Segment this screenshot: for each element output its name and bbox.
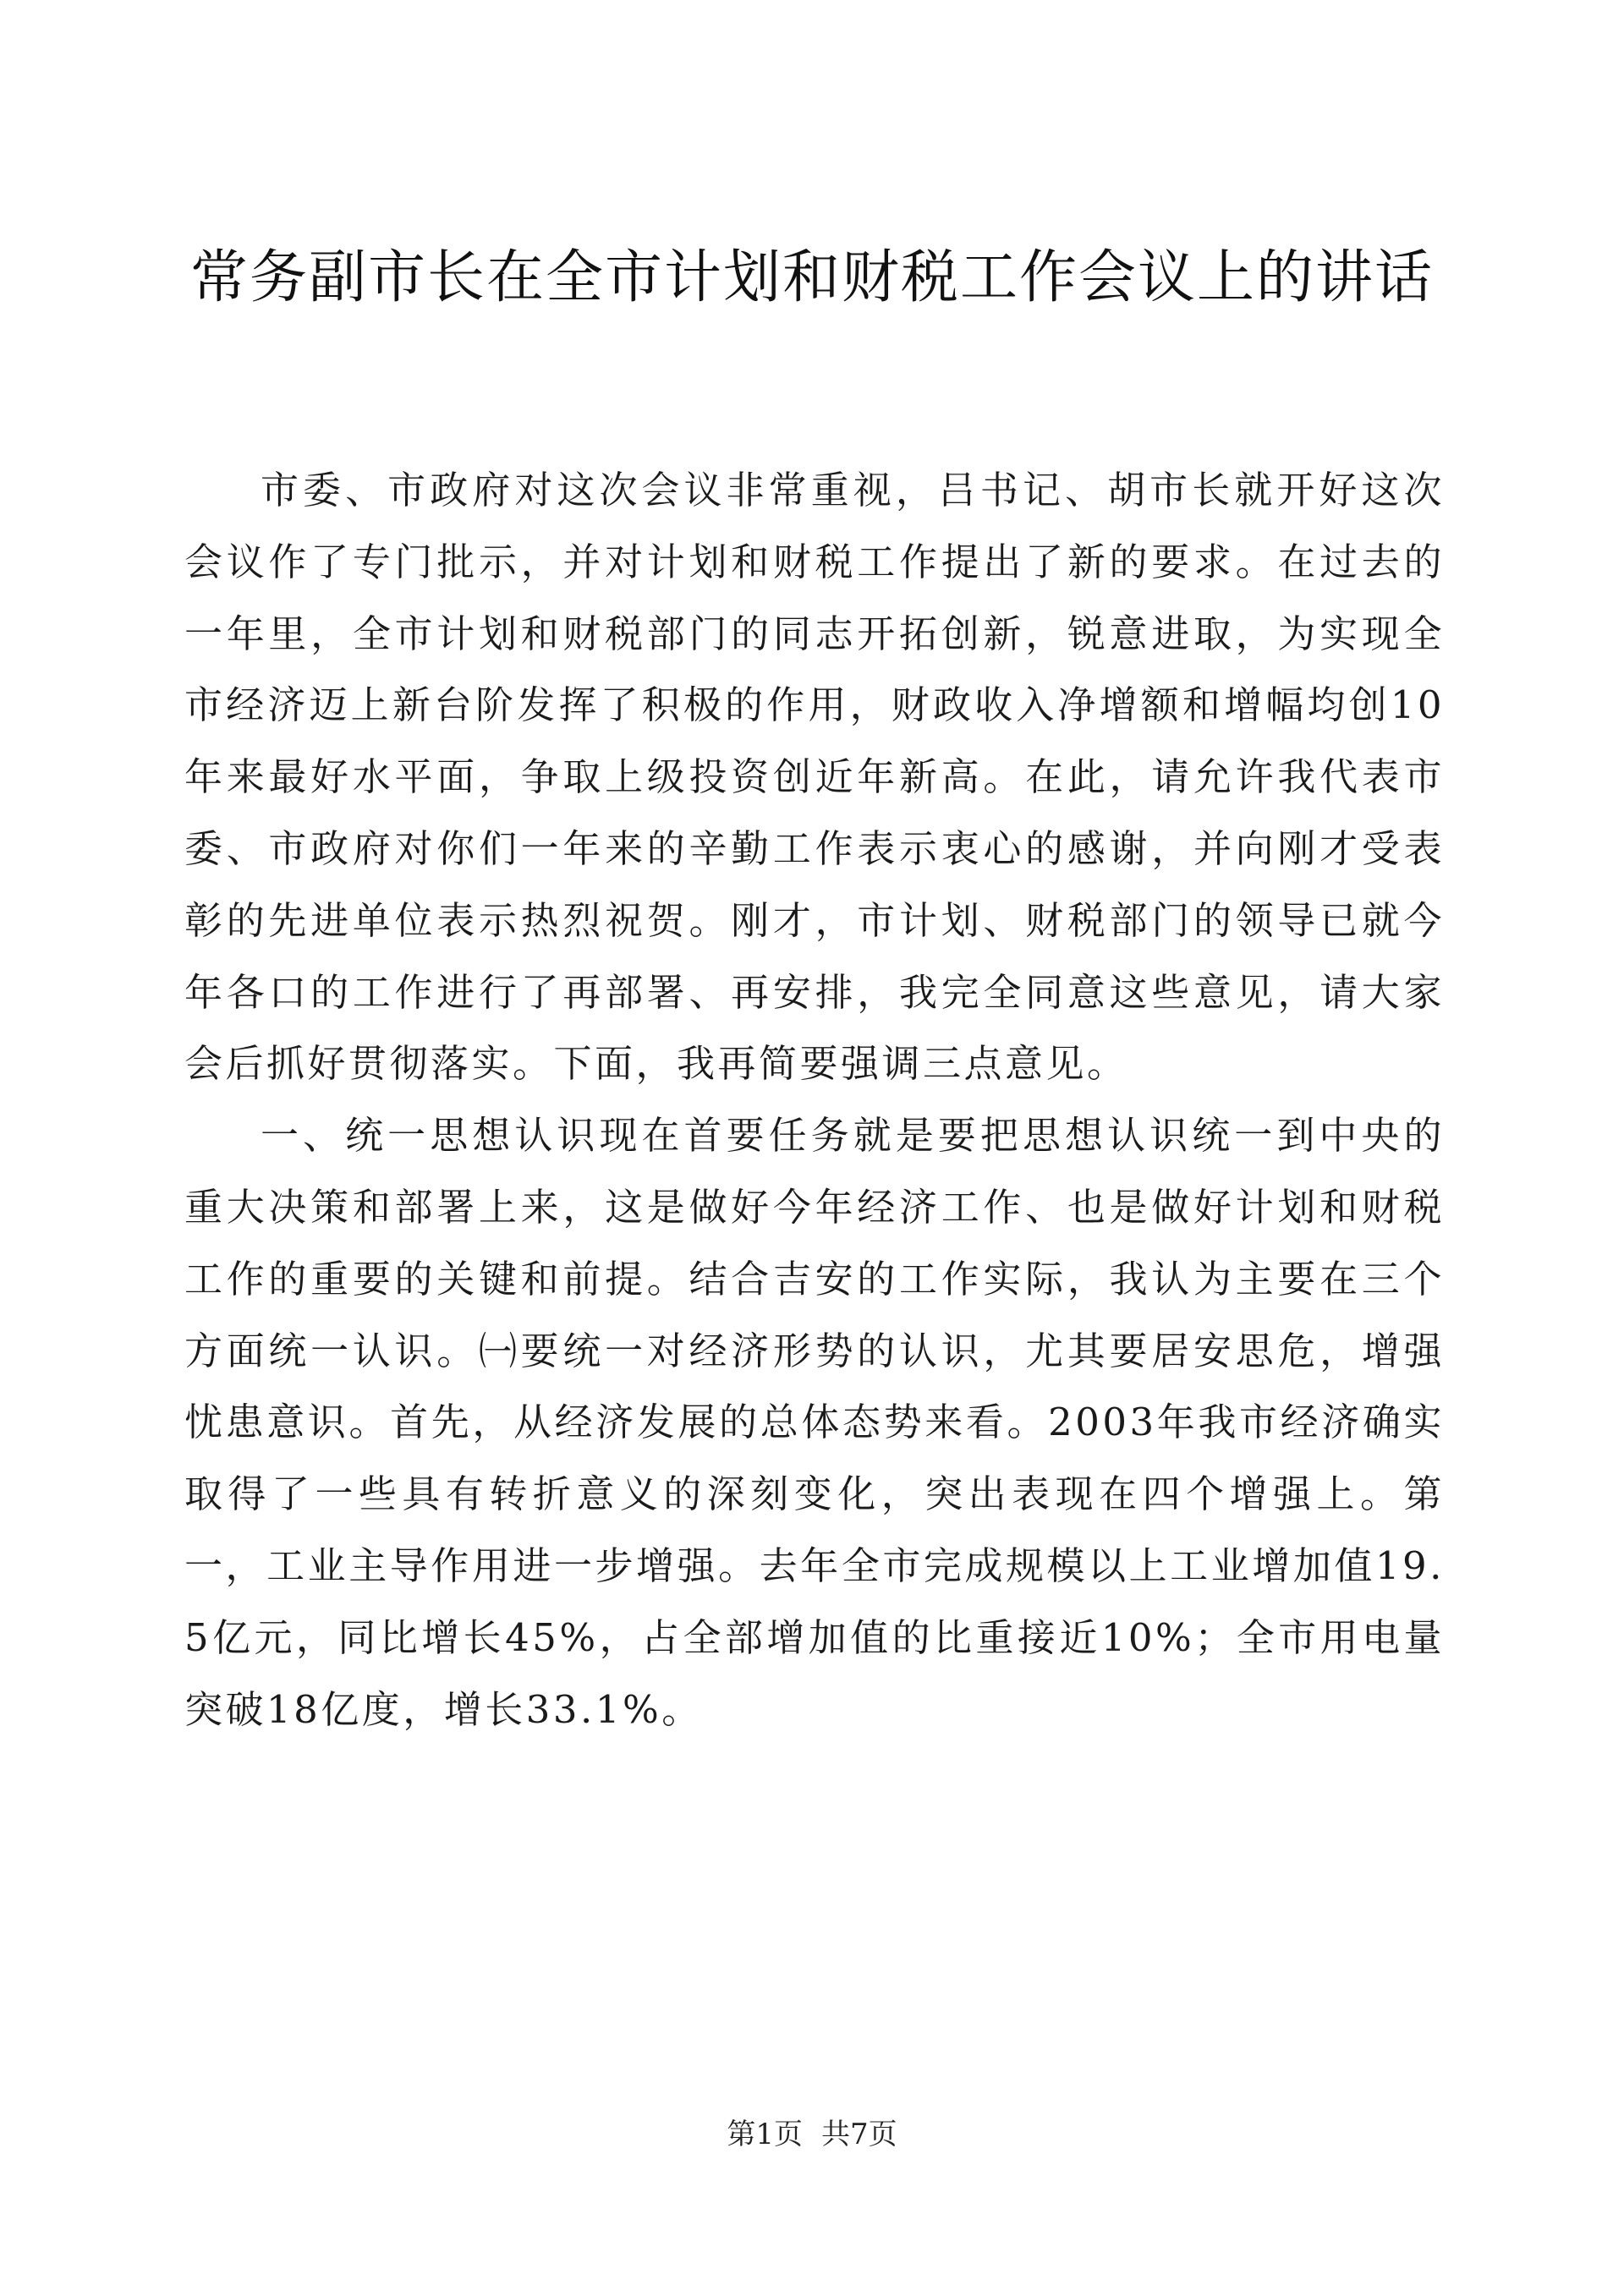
page-number: 第1页 — [727, 2118, 803, 2151]
document-body — [184, 455, 1445, 1745]
paragraph-intro: 市委、市政府对这次会议非常重视，吕书记、胡市长就开好这次会议作了专门批示，并对计划和财税工作提出了新的要求。在过去的一年里，全市计划和财税部门的同志开拓创新，锐意进取，为实现全市经济迈上新台阶发挥了积极的作用，财政收入净增额和增幅均创10年来最好水平面，争取上级投资创近年新高。在此，请允许我代表市委、市政府对你们一年来的辛勤工作表示衷心的感谢，并向刚才受表彰的先进单位表示热烈祝贺。刚才，市计划、财税部门的领导已就今年各口的工作进行了再部署、再安排，我完全同意这些意见，请大家会后抓好贯彻落实。下面，我再简要强调三点意见。 — [184, 468, 1445, 1087]
paragraph-section-one: 一、统一思想认识现在首要任务就是要把思想认识统一到中央的重大决策和部署上来，这是做好今年经济工作、也是做好计划和财税工作的重要的关键和前提。结合吉安的工作实际，我认为主要在三个方面统一认识。㈠要统一对经济形势的认识，尤其要居安思危，增强忧患意识。首先，从经济发展的总体态势来看。2003年我市经济确实取得了一些具有转折意义的深刻变化，突出表现在四个增强上。第一，工业主导作用进一步增强。去年全市完成规模以上工业增加值19.5亿元，同比增长45%，占全部增加值的比重接近10%；全市用电量突破18亿度，增长33.1%。 — [184, 1113, 1445, 1732]
document-title: 常务副市长在全市计划和财税工作会议上的讲话 — [189, 244, 1434, 311]
page-footer — [0, 2118, 1624, 2151]
page-total: 共7页 — [821, 2118, 897, 2151]
